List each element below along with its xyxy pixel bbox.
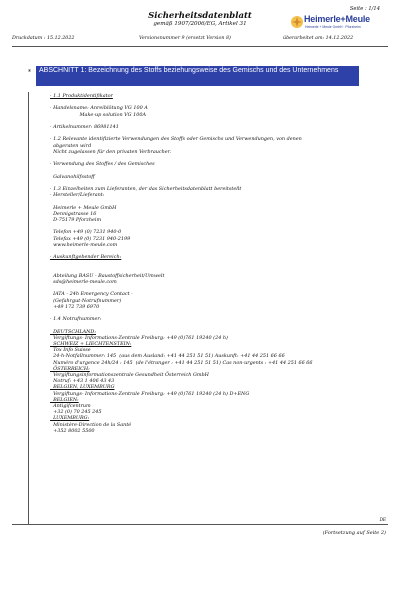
- version-number: Versionsnummer 9 (ersetzt Version 8): [139, 36, 231, 41]
- content-line: DEUTSCHLAND:: [50, 328, 96, 335]
- brand-name: Heimerle+Meule: [304, 14, 370, 24]
- content-line: D-75179 Pforzheim: [50, 216, 102, 223]
- content-line: · Handelsname: Anreiblötung VG 100 A: [50, 105, 148, 112]
- content-line: BELGIEN:: [50, 396, 79, 403]
- header-rule: [12, 46, 388, 47]
- company-logo: [290, 12, 390, 34]
- content-line: Dennigstrasse 16: [50, 210, 97, 217]
- content-line: · 1.3 Einzelheiten zum Lieferanten, der das Sicherheitsdatenblatt bereitstellt: [50, 185, 242, 192]
- content-line: 24-h-Notfallnummer: 145 (aus dem Ausland: +41 44 251 51 51) Auskunft: +41 44 251 66 66: [50, 353, 285, 360]
- logo-mark-icon: [290, 15, 304, 29]
- print-date: Druckdatum : 15.12.2022: [12, 36, 75, 41]
- content-line: SCHWEIZ + LIECHTENSTEIN:: [50, 340, 132, 347]
- content-line: LUXEMBURG:: [50, 415, 90, 422]
- content-line: +352 8002 5500: [50, 427, 95, 434]
- content-line: Vergiftungs- Informations-Zentrale Freiburg: +49 (0)761 19240 (24 h) D+ENG: [50, 390, 250, 397]
- content-line: www.heimerle-meule.com: [50, 241, 118, 248]
- document-subtitle: gemäß 1907/2006/EG, Artikel 31: [153, 21, 247, 27]
- page-number: Seite : 1/14: [349, 6, 380, 12]
- document-title: Sicherheitsdatenblatt: [148, 11, 252, 21]
- content-line: · Artikelnummer: 86981141: [50, 123, 119, 130]
- section-content: [50, 93, 365, 434]
- content-line: Antigifcentrum: [50, 402, 91, 409]
- content-line: Make-up solution VG 100A: [50, 111, 147, 118]
- content-line: Vergiftungs- Informations-Zentrale Freiburg: +49 (0)761 19240 (24 h): [50, 334, 228, 341]
- content-line: Telefax +49 (0) 7231 940-2199: [50, 235, 131, 242]
- revision-date: überarbeitet am: 14.12.2022: [283, 36, 354, 41]
- content-line: · 1.2 Relevante identifizierte Verwendungen des Stoffs oder Gemischs und Verwendungen, von denen: [50, 136, 302, 143]
- content-line: ÖSTERREICH:: [50, 365, 90, 372]
- content-line: Abteilung BASU - Baustoffsicherheit/Umwelt: [50, 272, 165, 279]
- content-line: · Hersteller/Lieferant:: [50, 192, 105, 199]
- content-line: Vergiftungsinformationszentrale Gesundheit Österreich GmbH: [50, 371, 209, 378]
- content-line: · 1.1 Produktidentifikator: [50, 93, 113, 99]
- section-margin-line: [28, 92, 29, 524]
- content-line: abgeraten wird: [50, 142, 92, 149]
- footer-rule: [12, 524, 388, 525]
- content-line: Nicht zugelassen für den privaten Verbraucher.: [50, 148, 172, 155]
- content-line: IATA - 24h Emergency Contact -: [50, 291, 133, 298]
- content-line: Telefon +49 (0) 7231 940-0: [50, 229, 122, 236]
- content-line: (Gefahrgut-Notrufnummer): [50, 297, 122, 304]
- content-line: BELGIEN, LUXEMBURG: [50, 384, 115, 391]
- brand-tagline: Heimerle + Meule GmbH · Pforzheim: [305, 25, 361, 29]
- section-title: ABSCHNITT 1: Bezeichnung des Stoffs beziehungsweise des Gemischs und des Unternehmens: [39, 67, 339, 74]
- content-line: · 1.4 Notrufnummer:: [50, 316, 102, 323]
- section-banner: [36, 66, 359, 86]
- content-line: +32 (0) 70 245 245: [50, 409, 102, 416]
- continued-note: (Fortsetzung auf Seite 2): [322, 530, 386, 536]
- content-line: · Auskunftgebender Bereich:: [50, 254, 122, 261]
- content-line: Galvanohilfsstoff: [50, 173, 95, 180]
- content-line: Numéro d'urgence 24h/24 : 145 (de l'étranger : +41 44 251 51 51) Cas non-urgents : +41 44 251 66 66: [50, 359, 313, 366]
- change-marker: *: [28, 69, 31, 76]
- content-line: Notruf: +43 1 406 43 43: [50, 378, 115, 385]
- content-line: · Verwendung des Stoffes / des Gemisches: [50, 161, 155, 168]
- content-line: sds@heimerle-meule.com: [50, 278, 117, 285]
- content-line: Ministère-Direction de la Santé: [50, 421, 132, 428]
- content-line: Heimerle + Meule GmbH: [50, 204, 117, 211]
- language-tag: DE: [379, 517, 386, 522]
- content-line: Tox Info Suisse: [50, 347, 91, 354]
- content-line: +49 172 739 6970: [50, 303, 100, 310]
